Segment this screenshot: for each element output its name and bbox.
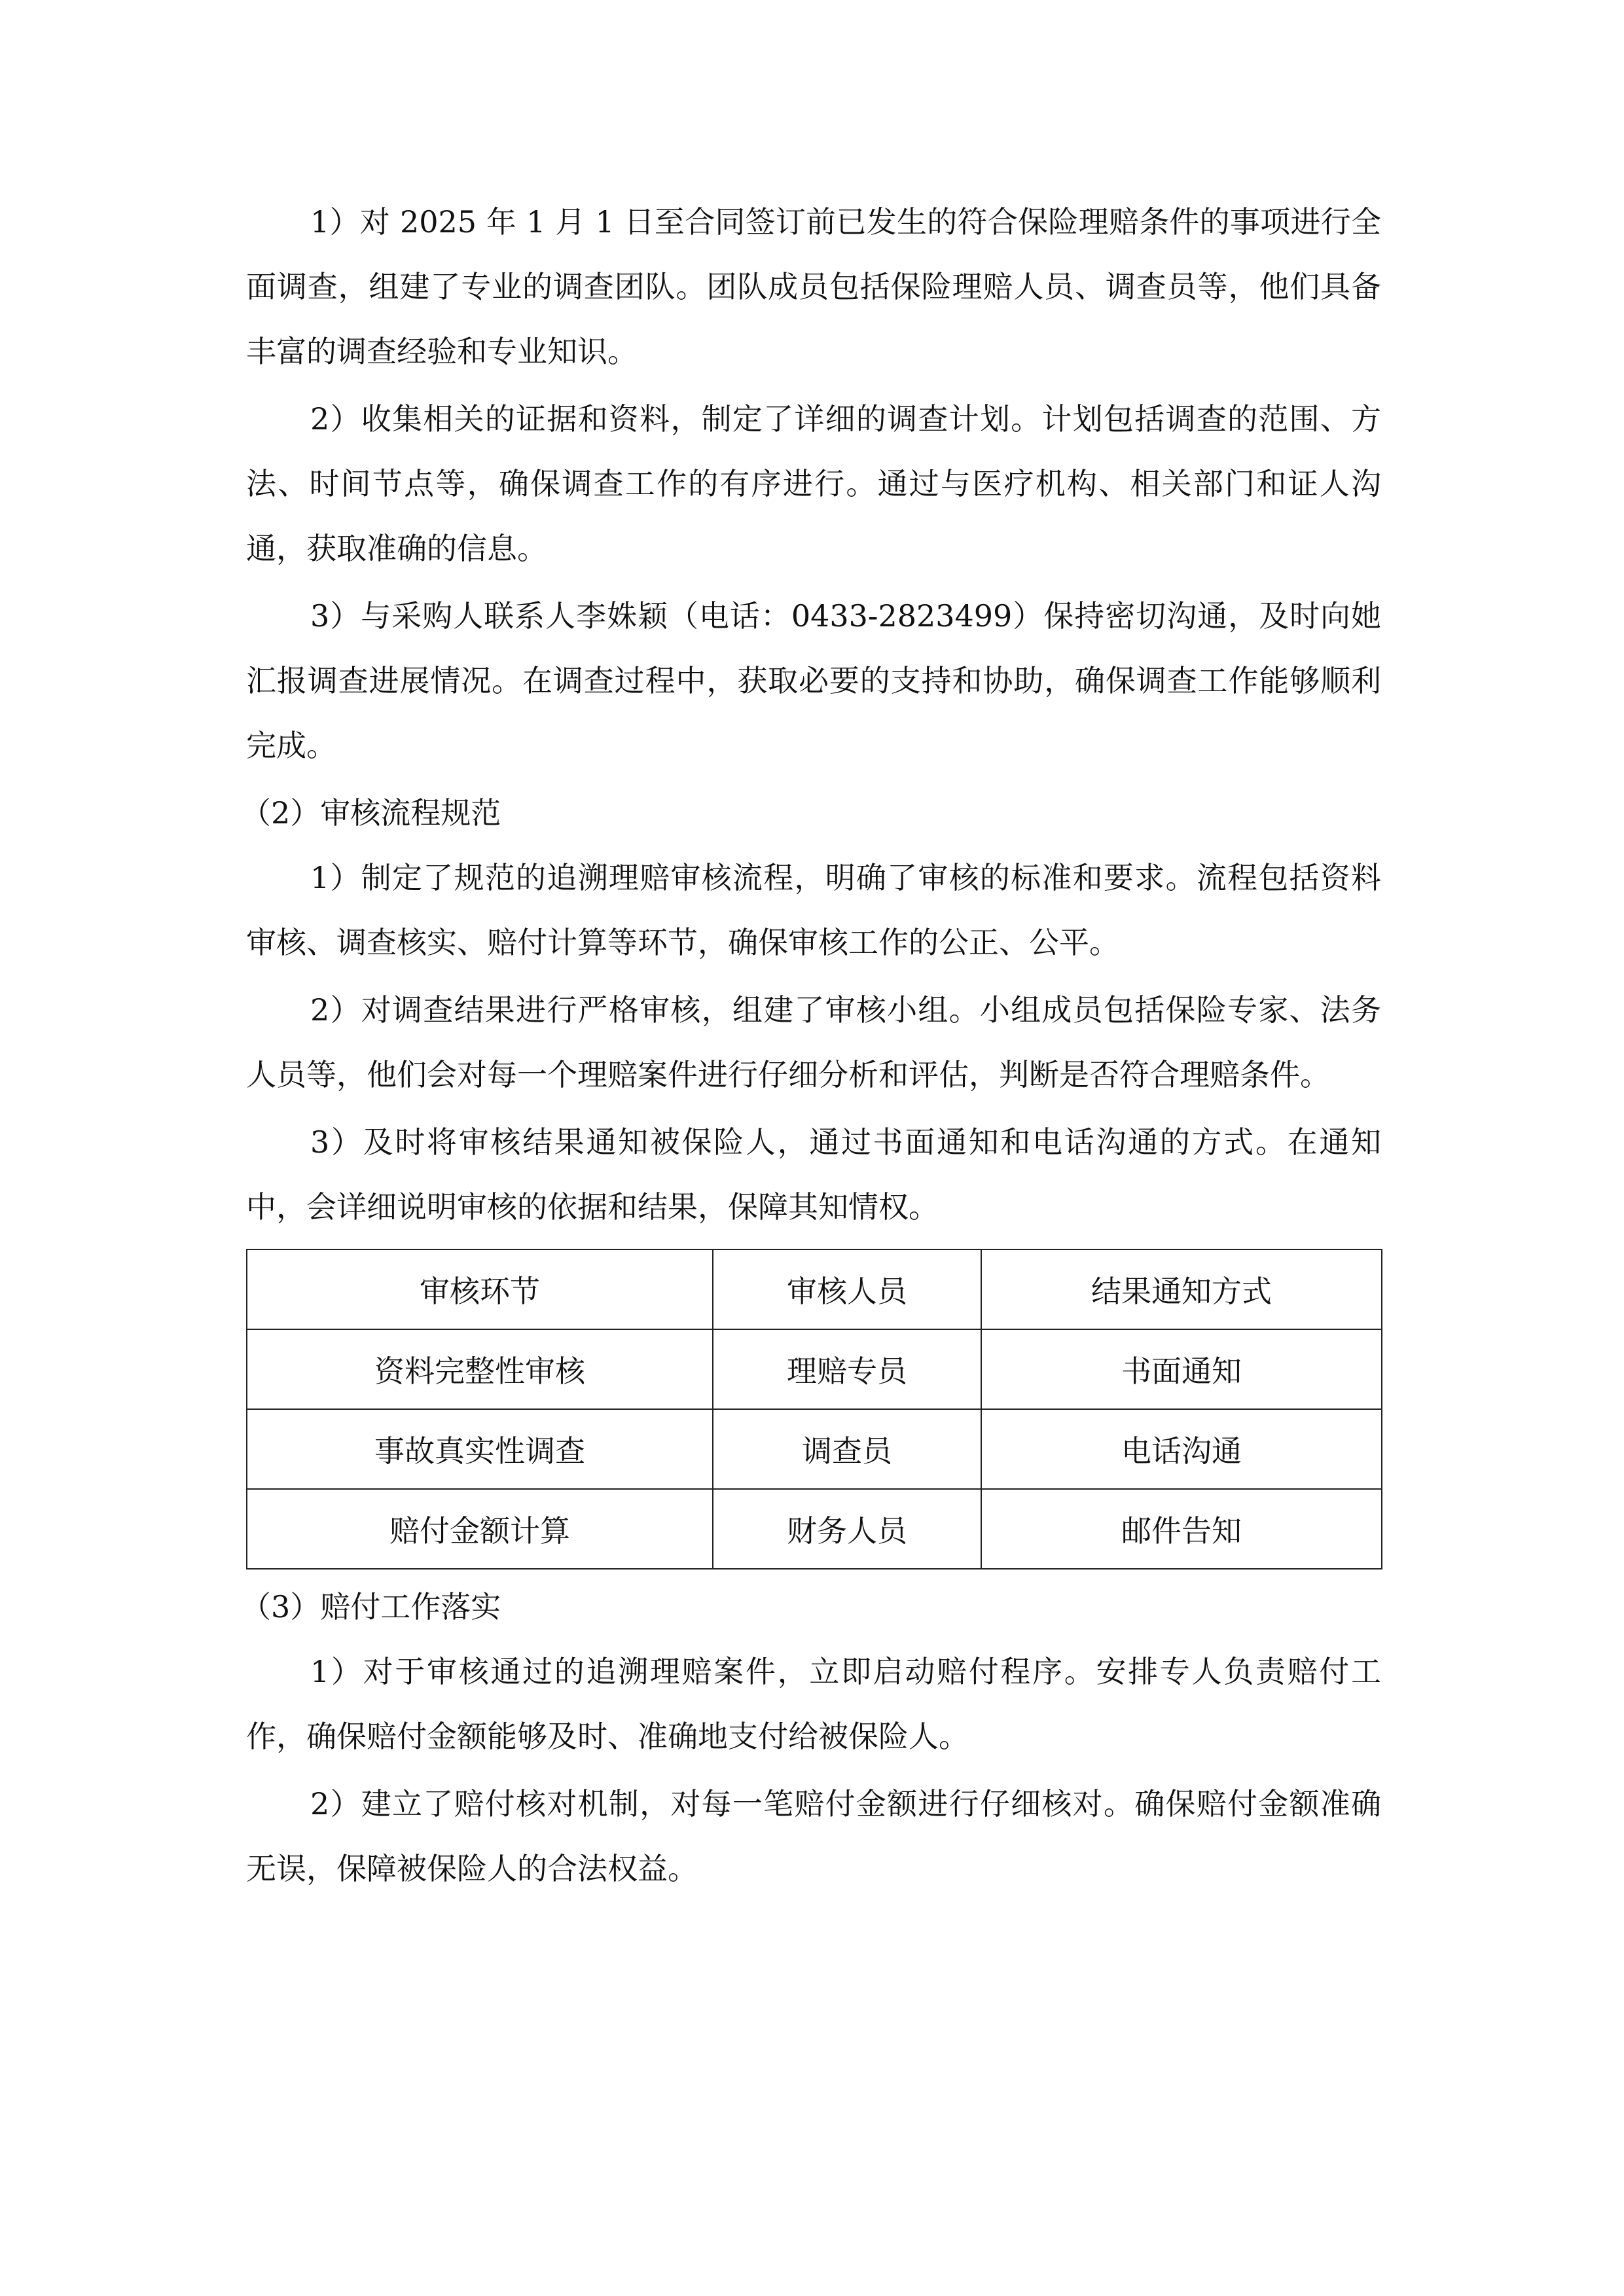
table-cell: 书面通知 bbox=[981, 1329, 1382, 1409]
table-cell: 理赔专员 bbox=[713, 1329, 981, 1409]
paragraph: 3）与采购人联系人李姝颖（电话：0433-2823499）保持密切沟通，及时向她汇报调查进展情况。在调查过程中，获取必要的支持和协助，确保调查工作能够顺利完成。 bbox=[246, 598, 1381, 763]
table-cell: 电话沟通 bbox=[981, 1409, 1382, 1489]
table-cell: 事故真实性调查 bbox=[247, 1409, 713, 1489]
paragraph: 1）对于审核通过的追溯理赔案件，立即启动赔付程序。安排专人负责赔付工作，确保赔付金额能够及时、准确地支付给被保险人。 bbox=[246, 1654, 1381, 1754]
section-heading: （3）赔付工作落实 bbox=[241, 1589, 501, 1624]
table-cell: 邮件告知 bbox=[981, 1489, 1382, 1569]
table-header-cell: 审核人员 bbox=[713, 1249, 981, 1329]
paragraph: 1）对 2025 年 1 月 1 日至合同签订前已发生的符合保险理赔条件的事项进行全面调查，组建了专业的调查团队。团队成员包括保险理赔人员、调查员等，他们具备丰富的调查经验和专业知识。 bbox=[246, 204, 1381, 369]
table-cell: 调查员 bbox=[713, 1409, 981, 1489]
table-header-cell: 审核环节 bbox=[247, 1249, 713, 1329]
table-cell: 资料完整性审核 bbox=[247, 1329, 713, 1409]
table-cell: 财务人员 bbox=[713, 1489, 981, 1569]
paragraph: 2）建立了赔付核对机制，对每一笔赔付金额进行仔细核对。确保赔付金额准确无误，保障被保险人的合法权益。 bbox=[246, 1786, 1381, 1886]
table-row bbox=[247, 1329, 1382, 1409]
table-row bbox=[247, 1489, 1382, 1569]
document-page bbox=[241, 190, 1381, 1901]
paragraph: 3）及时将审核结果通知被保险人，通过书面通知和电话沟通的方式。在通知中，会详细说明审核的依据和结果，保障其知情权。 bbox=[246, 1124, 1381, 1225]
paragraph: 1）制定了规范的追溯理赔审核流程，明确了审核的标准和要求。流程包括资料审核、调查核实、赔付计算等环节，确保审核工作的公正、公平。 bbox=[246, 860, 1381, 960]
table-cell: 赔付金额计算 bbox=[247, 1489, 713, 1569]
section-heading: （2）审核流程规范 bbox=[241, 795, 501, 831]
review-table bbox=[246, 1249, 1382, 1570]
paragraph: 2）对调查结果进行严格审核，组建了审核小组。小组成员包括保险专家、法务人员等，他们会对每一个理赔案件进行仔细分析和评估，判断是否符合理赔条件。 bbox=[246, 992, 1381, 1092]
table-row bbox=[247, 1409, 1382, 1489]
table-header-row bbox=[247, 1249, 1382, 1329]
paragraph: 2）收集相关的证据和资料，制定了详细的调查计划。计划包括调查的范围、方法、时间节点等，确保调查工作的有序进行。通过与医疗机构、相关部门和证人沟通，获取准确的信息。 bbox=[246, 401, 1381, 566]
table-header-cell: 结果通知方式 bbox=[981, 1249, 1382, 1329]
